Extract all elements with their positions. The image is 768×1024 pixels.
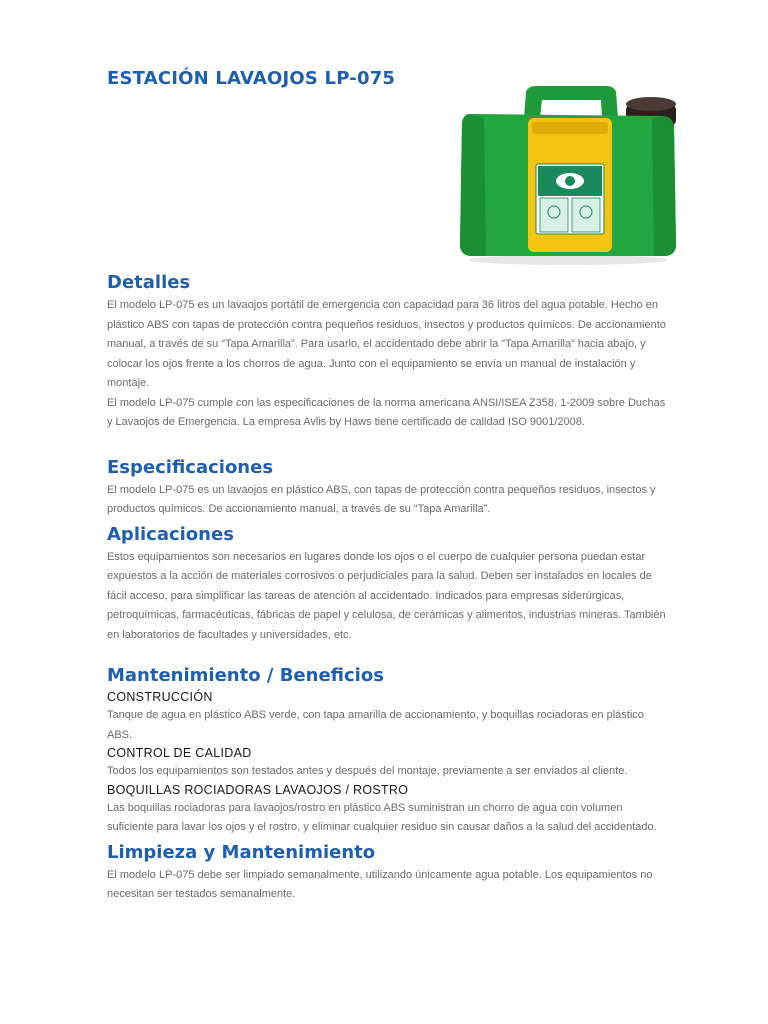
section-aplicaciones	[107, 522, 667, 646]
paragraph: Estos equipamientos son necesarios en lugares donde los ojos o el cuerpo de cualquier persona puedan estar expuestos a la acción de materiales corrosivos o perjudiciales para la salud. Deben ser instalados en locales de fácil acceso, para simplificar las tareas de atención al accidentado. Indicados para empresas siderúrgicas, petroquímicas, farmacéuticas, fábricas de papel y celulosa, de cerámicas y alimentos, industrias mineras. También en laboratorios de facultades y universidades, etc.	[107, 550, 666, 641]
section-heading: Mantenimiento / Beneficios	[107, 665, 384, 686]
subheading: BOQUILLAS ROCIADORAS LAVAOJOS / ROSTRO	[107, 782, 409, 797]
paragraph: Las boquillas rociadoras para lavaojos/rostro en plástico ABS suministran un chorro de agua con volumen suficiente para lavar los ojos y el rostro, y eliminar cualquier residuo sin causar daños a la salud del accidentado.	[107, 801, 657, 833]
paragraph: El modelo LP-075 cumple con las especificaciones de la norma americana ANSI/ISEA Z358. 1-2009 sobre Duchas y Lavaojos de Emergencia. La empresa Avlis by Haws tiene certificado de calidad ISO 9001/2008.	[107, 396, 666, 428]
paragraph: El modelo LP-075 es un lavaojos en plástico ABS, con tapas de protección contra pequeños residuos, insectos y productos químicos. De accionamiento manual, a través de su “Tapa Amarilla”.	[107, 483, 656, 515]
section-especificaciones	[107, 455, 667, 520]
paragraph: El modelo LP-075 es un lavaojos portátil de emergencia con capacidad para 36 litros del agua potable. Hecho en plástico ABS con tapas de protección contra pequeños residuos, insectos y productos químicos. De accionamiento manual, a través de su “Tapa Amarilla”. Para usarlo, el accidentado debe abrir la “Tapa Amarilla” hacia abajo, y colocar los ojos frente a los chorros de agua. Junto con el equipamiento se envía un manual de instalación y montaje.	[107, 299, 666, 389]
eyewash-station-icon	[456, 84, 684, 266]
paragraph: Tanque de agua en plástico ABS verde, con tapa amarilla de accionamiento, y boquillas rociadoras en plástico ABS.	[107, 709, 644, 741]
paragraph: Todos los equipamientos son testados antes y después del montaje, previamente a ser enviados al cliente.	[107, 765, 628, 777]
document-title: ESTACIÓN LAVAOJOS LP-075	[107, 68, 396, 89]
paragraph: El modelo LP-075 debe ser limpiado semanalmente, utilizando únicamente agua potable. Los equipamientos no necesitan ser testados semanalmente.	[107, 868, 653, 900]
section-heading: Limpieza y Mantenimiento	[107, 841, 376, 863]
section-mantenimiento-beneficios	[107, 663, 667, 838]
section-heading: Especificaciones	[107, 456, 274, 478]
section-limpieza	[107, 840, 667, 905]
subheading: CONTROL DE CALIDAD	[107, 746, 252, 760]
section-heading: Detalles	[107, 272, 191, 293]
section-heading: Aplicaciones	[107, 523, 234, 545]
subheading: CONSTRUCCIÓN	[107, 690, 213, 704]
section-detalles	[107, 270, 667, 433]
document-content	[107, 268, 667, 905]
